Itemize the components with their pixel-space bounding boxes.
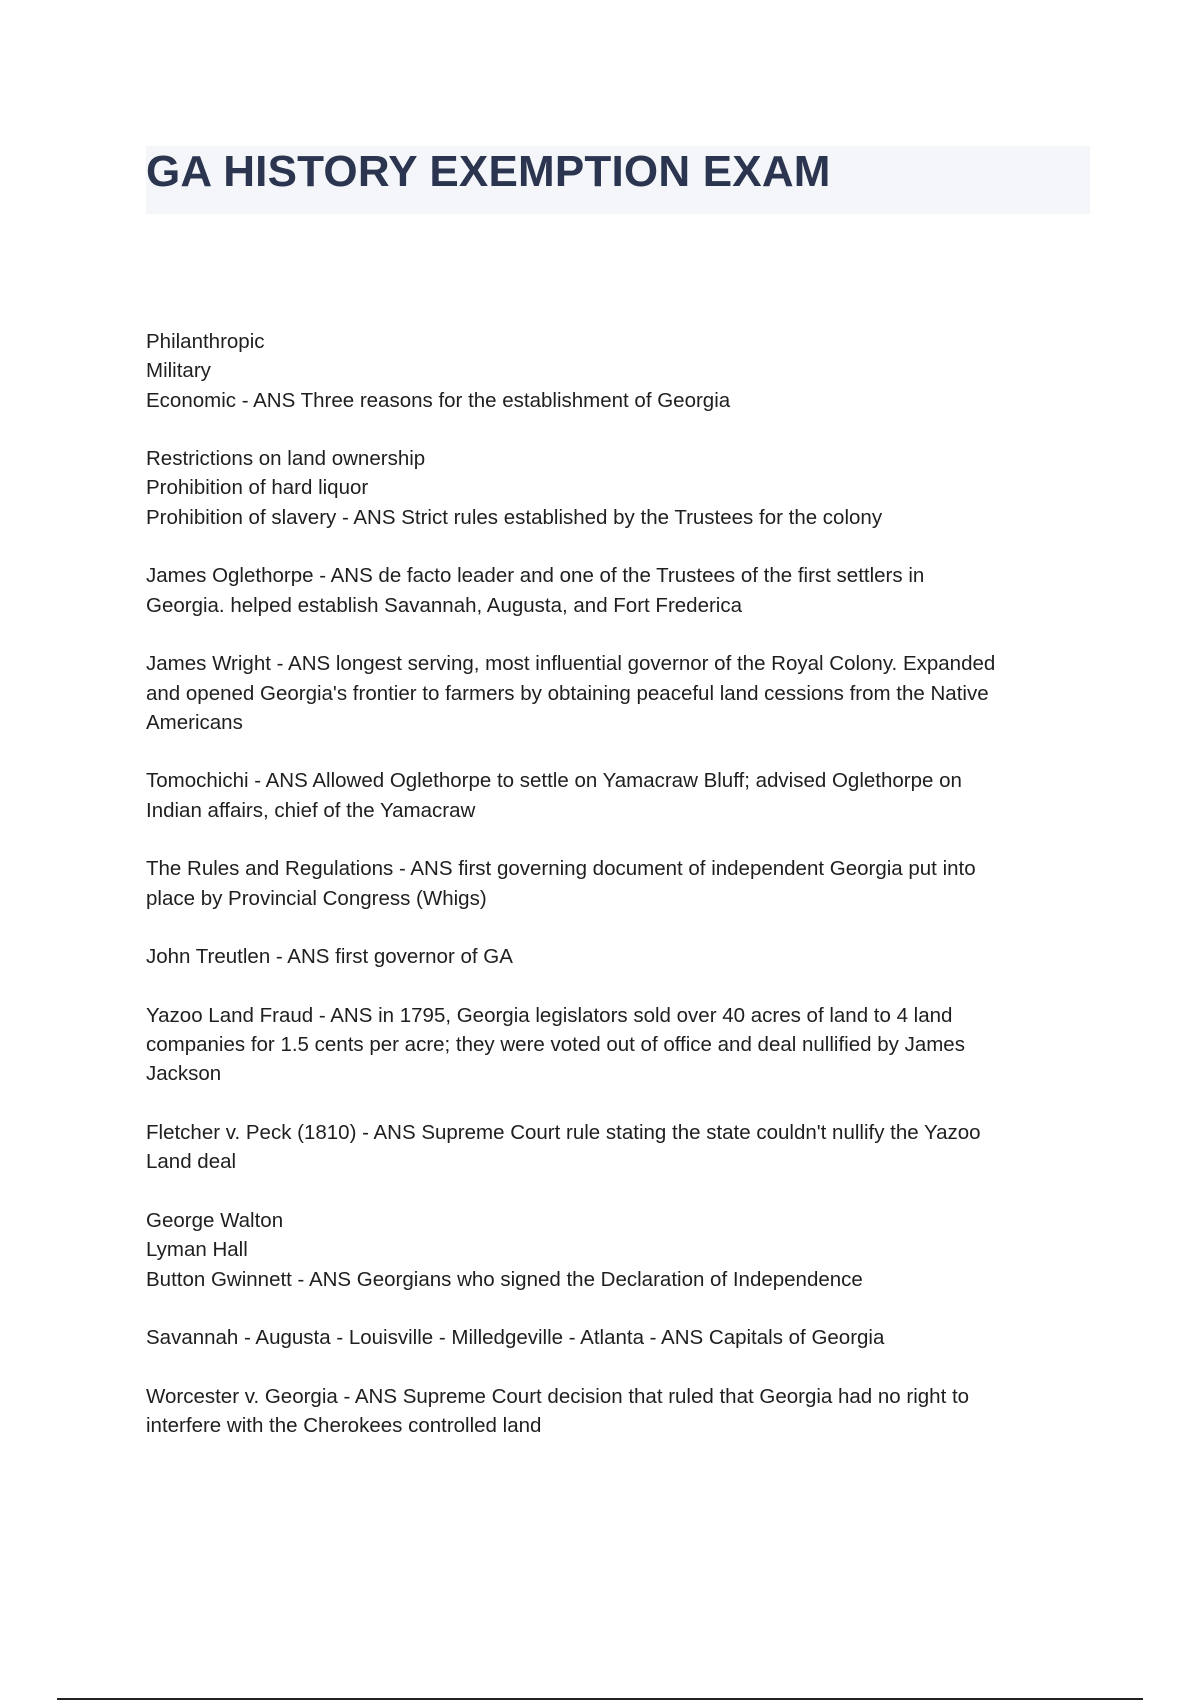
qa-entry bbox=[146, 1382, 1096, 1441]
qa-line: Jackson bbox=[146, 1062, 222, 1086]
qa-entry bbox=[146, 444, 1096, 532]
document-title: GA HISTORY EXEMPTION EXAM bbox=[146, 147, 831, 196]
qa-line: Indian affairs, chief of the Yamacraw bbox=[146, 798, 476, 822]
qa-line: James Wright - ANS longest serving, most influential governor of the Royal Colony. Expanded bbox=[146, 652, 996, 676]
qa-entry bbox=[146, 1206, 1096, 1294]
qa-entry bbox=[146, 854, 1096, 913]
qa-list bbox=[146, 327, 1096, 1470]
qa-line: Restrictions on land ownership bbox=[146, 447, 426, 471]
qa-line: Prohibition of hard liquor bbox=[146, 476, 369, 500]
qa-line: Worcester v. Georgia - ANS Supreme Court decision that ruled that Georgia had no right to bbox=[146, 1384, 970, 1408]
qa-line: Yazoo Land Fraud - ANS in 1795, Georgia legislators sold over 40 acres of land to 4 land bbox=[146, 1003, 953, 1027]
qa-line: Tomochichi - ANS Allowed Oglethorpe to settle on Yamacraw Bluff; advised Oglethorpe on bbox=[146, 769, 962, 793]
qa-line: Prohibition of slavery - ANS Strict rules established by the Trustees for the colony bbox=[146, 505, 883, 529]
qa-entry bbox=[146, 649, 1096, 737]
qa-line: The Rules and Regulations - ANS first governing document of independent Georgia put into bbox=[146, 857, 976, 881]
qa-line: Philanthropic bbox=[146, 330, 265, 353]
qa-line: Fletcher v. Peck (1810) - ANS Supreme Court rule stating the state couldn't nullify the Yazoo bbox=[146, 1121, 981, 1145]
qa-line: Button Gwinnett - ANS Georgians who signed the Declaration of Independence bbox=[146, 1267, 863, 1291]
qa-line: Economic - ANS Three reasons for the establishment of Georgia bbox=[146, 388, 731, 412]
qa-line: Georgia. helped establish Savannah, Augusta, and Fort Frederica bbox=[146, 593, 743, 617]
qa-entry bbox=[146, 942, 1096, 971]
qa-entry bbox=[146, 1118, 1096, 1177]
qa-line: Lyman Hall bbox=[146, 1238, 248, 1262]
qa-line: James Oglethorpe - ANS de facto leader and one of the Trustees of the first settlers in bbox=[146, 564, 925, 588]
qa-line: Americans bbox=[146, 710, 243, 734]
qa-line: companies for 1.5 cents per acre; they were voted out of office and deal nullified by James bbox=[146, 1033, 965, 1057]
qa-line: place by Provincial Congress (Whigs) bbox=[146, 886, 487, 910]
qa-line: interfere with the Cherokees controlled land bbox=[146, 1413, 542, 1437]
qa-line: and opened Georgia's frontier to farmers by obtaining peaceful land cessions from the Native bbox=[146, 681, 989, 705]
qa-entry bbox=[146, 1323, 1096, 1352]
qa-entry bbox=[146, 561, 1096, 620]
qa-line: George Walton bbox=[146, 1208, 284, 1232]
qa-line: John Treutlen - ANS first governor of GA bbox=[146, 945, 513, 969]
qa-entry bbox=[146, 766, 1096, 825]
qa-line: Land deal bbox=[146, 1150, 237, 1174]
qa-line: Savannah - Augusta - Louisville - Milledgeville - Atlanta - ANS Capitals of Georgia bbox=[146, 1326, 885, 1350]
qa-line: Military bbox=[146, 359, 211, 383]
qa-entry bbox=[146, 1001, 1096, 1089]
qa-entry bbox=[146, 327, 1096, 415]
